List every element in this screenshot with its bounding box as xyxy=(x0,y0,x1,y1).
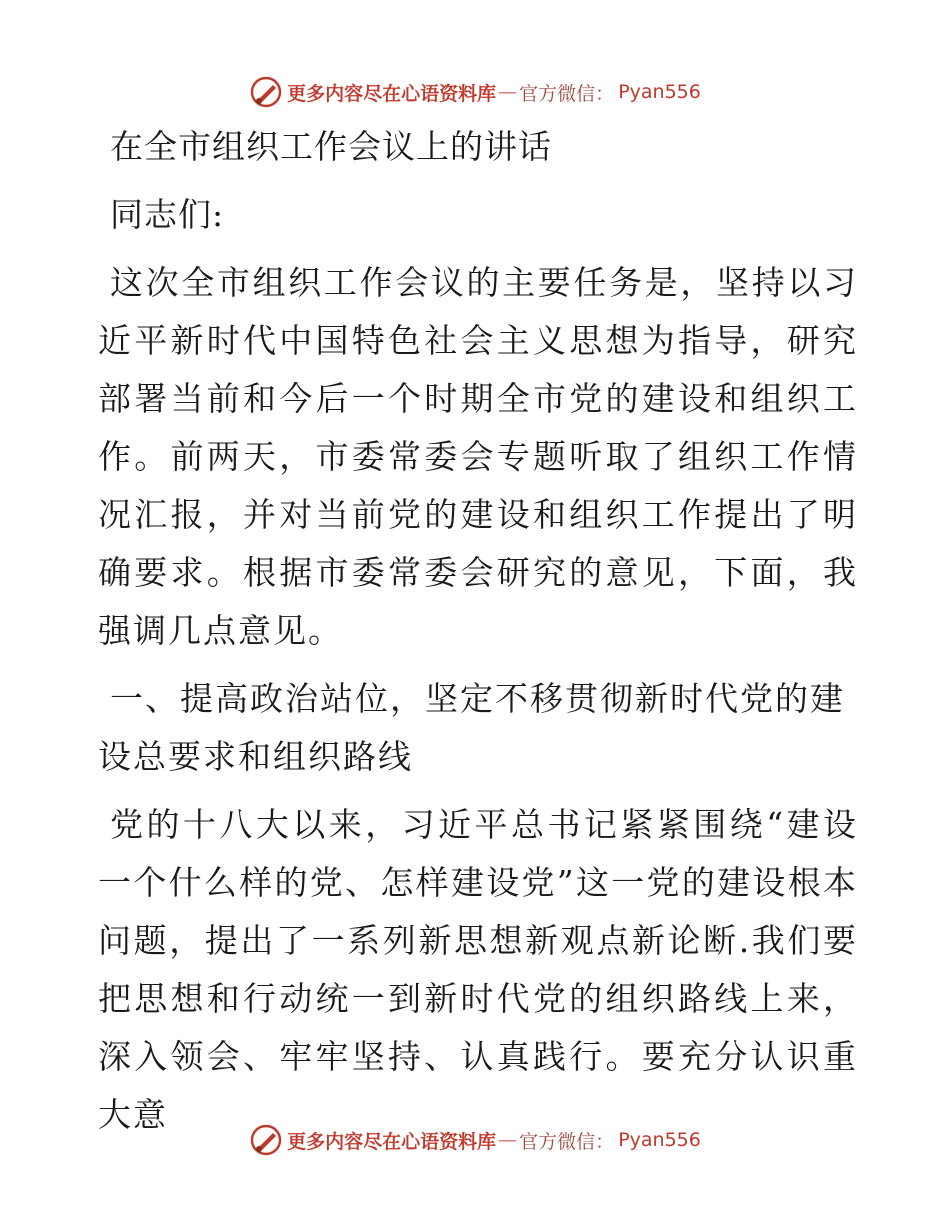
watermark-header xyxy=(0,72,950,112)
section-paragraph: 党的十八大以来，习近平总书记紧紧围绕“建设一个什么样的党、怎样建设党”这一党的建设根本问题，提出了一系列新思想新观点新论断.我们要把思想和行动统一到新时代党的组织路线上来，深入领会、牢牢坚持、认真践行。要充分认识重大意 xyxy=(98,805,858,1134)
watermark-wechat-id: Pyan556 xyxy=(618,81,701,103)
watermark-wechat-id: Pyan556 xyxy=(618,1129,701,1151)
watermark-separator: — xyxy=(498,1129,518,1151)
watermark-site-text: 更多内容尽在心语资料库 xyxy=(287,1130,497,1153)
watermark-official-label: 官方微信： xyxy=(519,82,615,105)
salutation: 同志们: xyxy=(110,195,225,234)
watermark-official-label: 官方微信： xyxy=(519,1130,615,1153)
brush-logo-icon xyxy=(249,75,283,109)
watermark-separator: — xyxy=(498,81,518,103)
watermark-site-text: 更多内容尽在心语资料库 xyxy=(287,82,497,105)
brush-logo-icon xyxy=(249,1123,283,1157)
opening-paragraph: 这次全市组织工作会议的主要任务是，坚持以习近平新时代中国特色社会主义思想为指导，研究部署当前和今后一个时期全市党的建设和组织工作。前两天，市委常委会专题听取了组织工作情况汇报，并对当前党的建设和组织工作提出了明确要求。根据市委常委会研究的意见，下面，我强调几点意见。 xyxy=(98,263,858,650)
document-title: 在全市组织工作会议上的讲话 xyxy=(110,127,552,166)
document-body xyxy=(98,118,858,1144)
watermark-footer xyxy=(0,1120,950,1160)
section-heading: 一、提高政治站位，坚定不移贯彻新时代党的建设总要求和组织路线 xyxy=(98,679,845,776)
